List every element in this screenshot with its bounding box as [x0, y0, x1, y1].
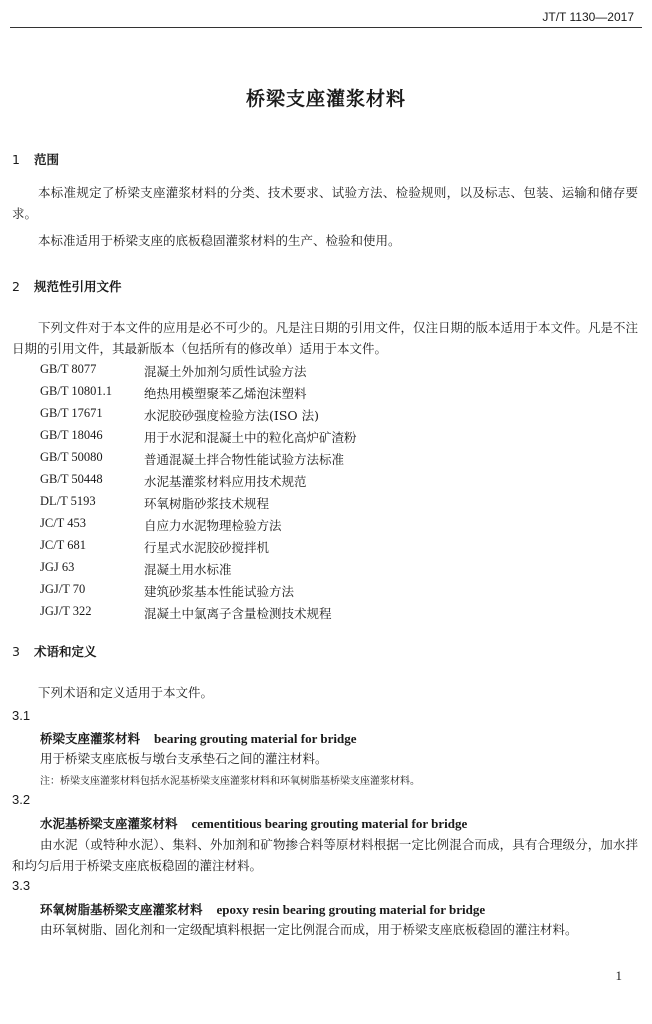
reference-title: 用于水泥和混凝土中的粒化高炉矿渣粉 [144, 430, 357, 445]
reference-code: GB/T 50448 [40, 472, 103, 486]
term-note: 注：桥梁支座灌浆材料包括水泥基桥梁支座灌浆材料和环氧树脂基桥梁支座灌浆材料。 [40, 776, 420, 787]
reference-code: JC/T 681 [40, 538, 86, 552]
reference-code: GB/T 18046 [40, 428, 103, 442]
term-definition: 由环氧树脂、固化剂和一定级配填料根据一定比例混合而成，用于桥梁支座底板稳固的灌注材料。 [40, 922, 578, 937]
reference-code: JGJ/T 322 [40, 604, 92, 618]
scope-paragraph-2: 本标准适用于桥梁支座的底板稳固灌浆材料的生产、检验和使用。 [38, 233, 401, 248]
reference-title: 绝热用模塑聚苯乙烯泡沫塑料 [144, 386, 307, 401]
reference-title: 建筑砂浆基本性能试验方法 [144, 584, 295, 599]
reference-title: 普通混凝土拌合物性能试验方法标准 [144, 452, 345, 467]
term-zh: 桥梁支座灌浆材料 [40, 731, 141, 746]
section-title: 范围 [34, 152, 60, 167]
terms-intro: 下列术语和定义适用于本文件。 [38, 685, 214, 700]
reference-title: 自应力水泥物理检验方法 [144, 518, 282, 533]
section-title: 术语和定义 [34, 644, 97, 659]
header-rule [10, 27, 642, 28]
reference-title: 混凝土中氯离子含量检测技术规程 [144, 606, 332, 621]
term-definition: 由水泥（或特种水泥）、集料、外加剂和矿物掺合料等原材料根据一定比例混合而成，具有合理级分，加水拌和均匀后用于桥梁支座底板稳固的灌注材料。 [12, 837, 638, 873]
section-1-heading [12, 150, 59, 168]
term-heading [40, 900, 485, 918]
scope-paragraph-1: 本标准规定了桥梁支座灌浆材料的分类、技术要求、试验方法、检验规则，以及标志、包装、运输和储存要求。 [12, 185, 638, 221]
standard-code: JT/T 1130—2017 [542, 10, 634, 24]
reference-code: GB/T 50080 [40, 450, 103, 464]
reference-code: JGJ/T 70 [40, 582, 86, 596]
reference-code: GB/T 17671 [40, 406, 103, 420]
term-heading [40, 729, 356, 747]
reference-title: 混凝土用水标准 [144, 562, 232, 577]
reference-code: GB/T 8077 [40, 362, 97, 376]
document-title: 桥梁支座灌浆材料 [245, 88, 406, 110]
term-zh: 环氧树脂基桥梁支座灌浆材料 [40, 902, 203, 917]
term-number: 3.1 [12, 708, 31, 723]
reference-title: 水泥基灌浆材料应用技术规范 [144, 474, 307, 489]
term-heading [40, 814, 467, 832]
section-3-heading [12, 642, 97, 660]
term-en: epoxy resin bearing grouting material for bridge [216, 902, 486, 917]
reference-title: 混凝土外加剂匀质性试验方法 [144, 364, 307, 379]
section-number: 1 [12, 152, 20, 167]
reference-code: JC/T 453 [40, 516, 86, 530]
section-number: 3 [12, 644, 20, 659]
term-number: 3.3 [12, 878, 31, 893]
term-en: cementitious bearing grouting material for bridge [191, 816, 468, 831]
reference-code: DL/T 5193 [40, 494, 96, 508]
page-number: 1 [615, 968, 622, 983]
term-number: 3.2 [12, 792, 31, 807]
term-definition: 用于桥梁支座底板与墩台支承垫石之间的灌注材料。 [40, 751, 328, 766]
reference-title: 环氧树脂砂浆技术规程 [144, 496, 270, 511]
section-2-heading [12, 277, 122, 295]
references-intro: 下列文件对于本文件的应用是必不可少的。凡是注日期的引用文件，仅注日期的版本适用于本文件。凡是不注日期的引用文件，其最新版本（包括所有的修改单）适用于本文件。 [12, 320, 639, 356]
term-en: bearing grouting material for bridge [154, 731, 357, 746]
reference-code: JGJ 63 [40, 560, 75, 574]
reference-code: GB/T 10801.1 [40, 384, 112, 398]
reference-title: 行星式水泥胶砂搅拌机 [144, 540, 270, 555]
section-number: 2 [12, 279, 20, 294]
reference-title: 水泥胶砂强度检验方法(ISO 法) [144, 408, 319, 423]
section-title: 规范性引用文件 [34, 279, 122, 294]
term-zh: 水泥基桥梁支座灌浆材料 [40, 816, 178, 831]
